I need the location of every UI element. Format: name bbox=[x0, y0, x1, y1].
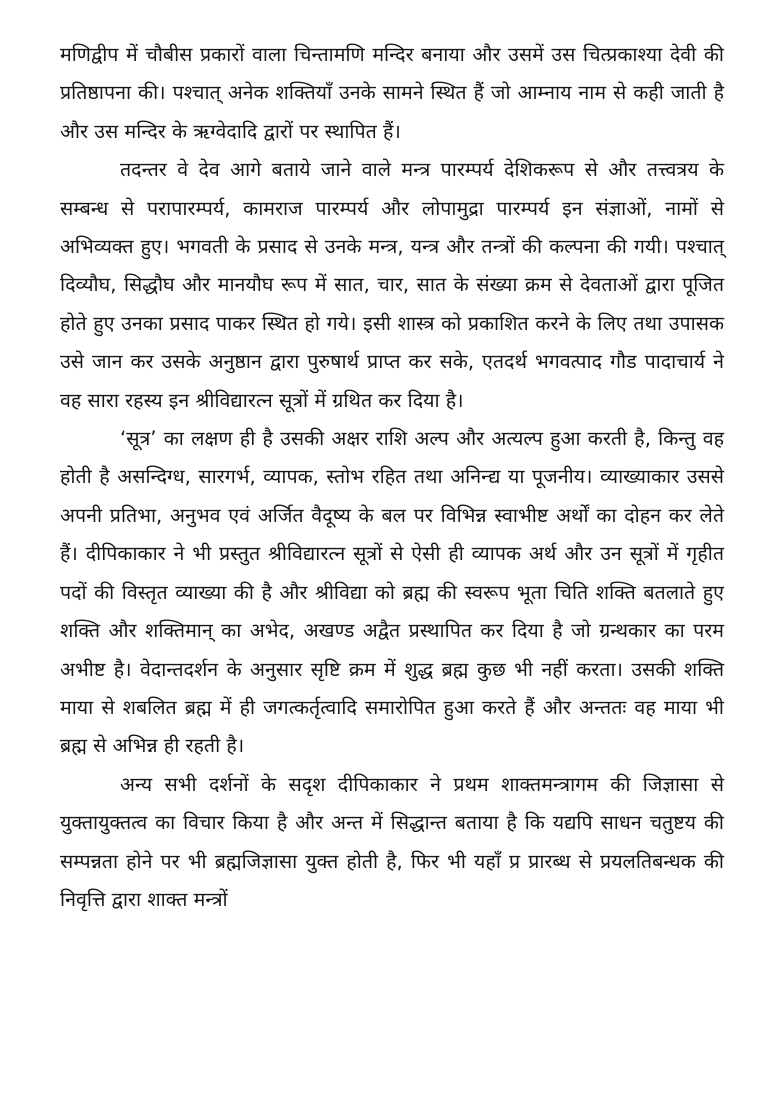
paragraph-3: ‘सूत्र’ का लक्षण ही है उसकी अक्षर राशि अल्प और अत्यल्प हुआ करती है, किन्तु वह होती है असन्दिग्ध, सारगर्भ, व्यापक, स्तोभ रहित तथा अनिन्द्य या पूजनीय। व्याख्याकार उससे अपनी प्रतिभा, अनुभव एवं अर्जित वैदूष्य के बल पर विभिन्न स्वाभीष्ट अर्थों का दोहन कर लेते हैं। दीपिकाकार ने भी प्रस्तुत श्रीविद्यारत्न सूत्रों से ऐसी ही व्यापक अर्थ और उन सूत्रों में गृहीत पदों की विस्तृत व्याख्या की है और श्रीविद्या को ब्रह्म की स्वरूप भूता चिति शक्ति बतलाते हुए शक्ति और शक्तिमान् का अभेद, अखण्ड अद्वैत प्रस्थापित कर दिया है जो ग्रन्थकार का परम अभीष्ट है। वेदान्तदर्शन के अनुसार सृष्टि क्रम में शुद्ध ब्रह्म कुछ भी नहीं करता। उसकी शक्ति माया से शबलित ब्रह्म में ही जगत्कर्तृत्वादि समारोपित हुआ करते हैं और अन्ततः वह माया भी ब्रह्म से अभिन्न ही रहती है। bbox=[60, 427, 724, 758]
paragraph-4: अन्य सभी दर्शनों के सदृश दीपिकाकार ने प्रथम शाक्तमन्त्रागम की जिज्ञासा से युक्तायुक्तत्व का विचार किया है और अन्त में सिद्धान्त बताया है कि यद्यपि साधन चतुष्टय की सम्पन्नता होने पर भी ब्रह्मजिज्ञासा युक्त होती है, फिर भी यहाँ प्र प्रारब्ध से प्रयलतिबन्धक की निवृत्ति द्वारा शाक्त मन्त्रों bbox=[60, 772, 724, 911]
paragraph-1: मणिद्वीप में चौबीस प्रकारों वाला चिन्तामणि मन्दिर बनाया और उसमें उस चित्प्रकाश्या देवी की प्रतिष्ठापना की। पश्चात् अनेक शक्तियाँ उनके सामने स्थित हैं जो आम्नाय नाम से कही जाती है और उस मन्दिर के ऋग्वेदादि द्वारों पर स्थापित हैं। bbox=[60, 43, 724, 143]
paragraph-2: तदन्तर वे देव आगे बताये जाने वाले मन्त्र पारम्पर्य देशिकरूप से और तत्त्वत्रय के सम्बन्ध से परापारम्पर्य, कामराज पारम्पर्य और लोपामुद्रा पारम्पर्य इन संज्ञाओं, नामों से अभिव्यक्त हुए। भगवती के प्रसाद से उनके मन्त्र, यन्त्र और तन्त्रों की कल्पना की गयी। पश्चात् दिव्यौघ, सिद्धौघ और मानयौघ रूप में सात, चार, सात के संख्या क्रम से देवताओं द्वारा पूजित होते हुए उनका प्रसाद पाकर स्थित हो गये। इसी शास्त्र को प्रकाशित करने के लिए तथा उपासक उसे जान कर उसके अनुष्ठान द्वारा पुरुषार्थ प्राप्त कर सके, एतदर्थ भगवत्पाद गौड पादाचार्य ने वह सारा रहस्य इन श्रीविद्यारत्न सूत्रों में ग्रथित कर दिया है। bbox=[60, 158, 724, 412]
